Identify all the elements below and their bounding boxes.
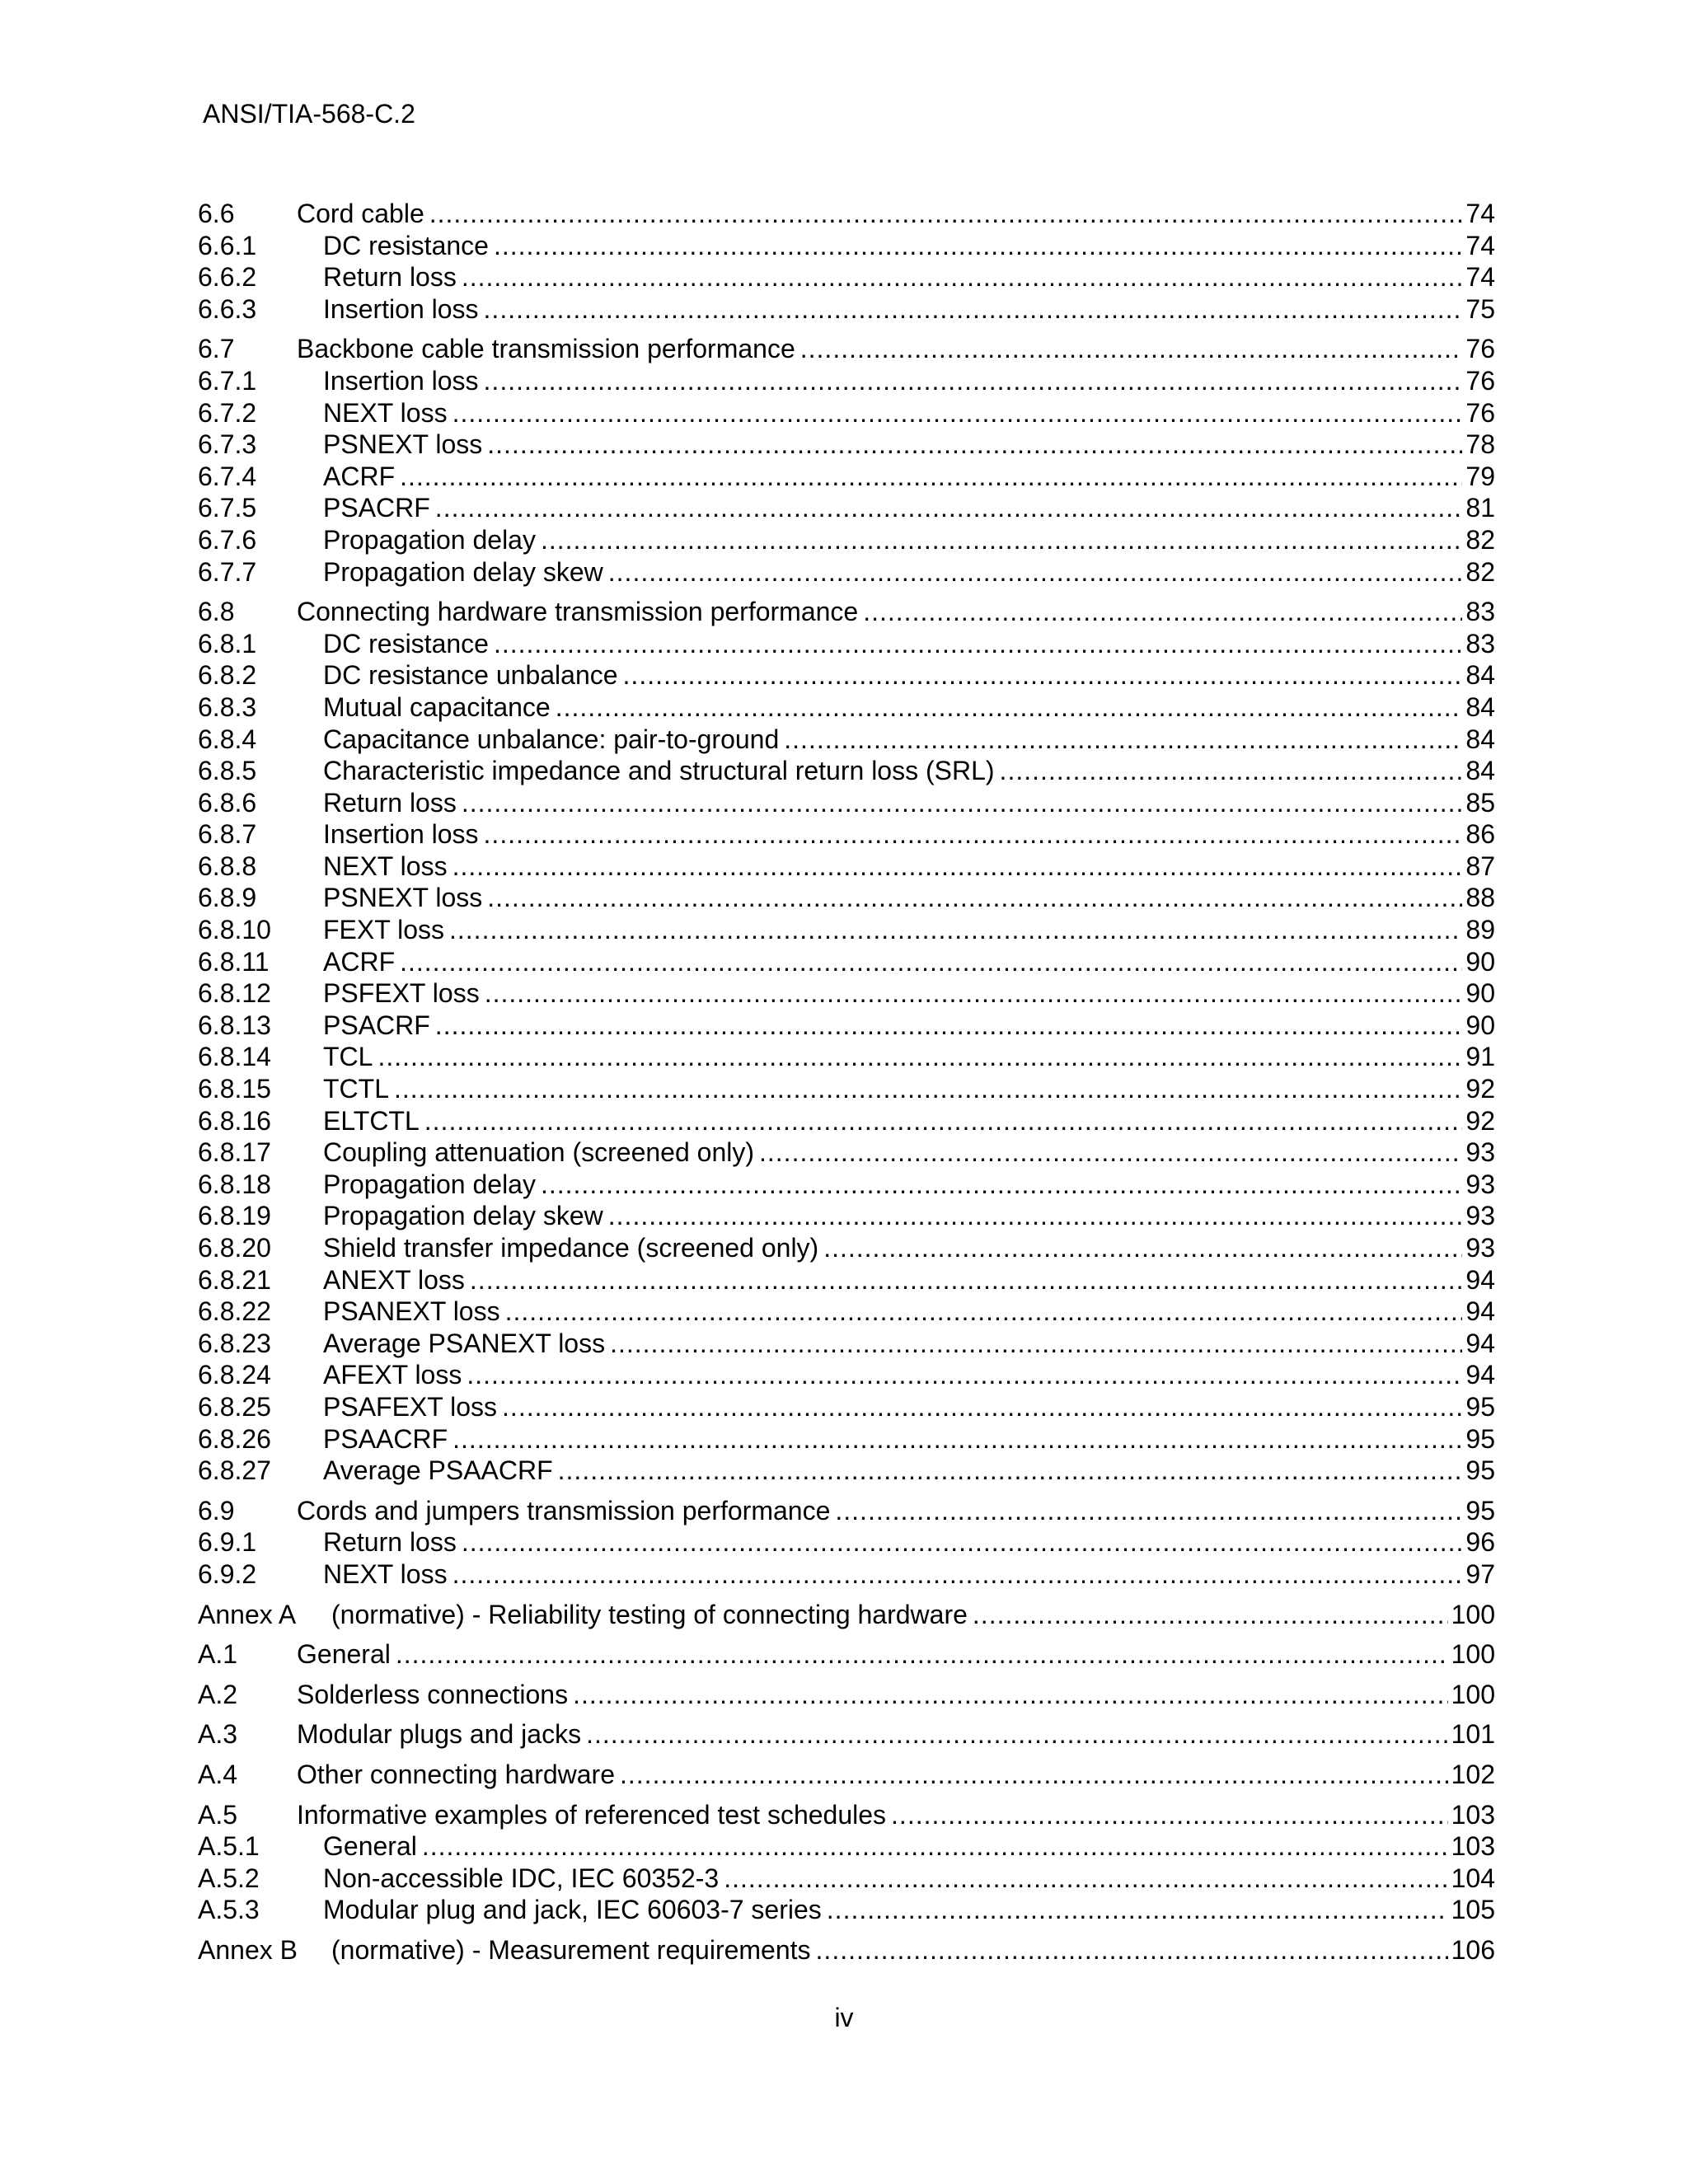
toc-entry-title: Propagation delay [323,524,536,555]
dot-leader [377,1041,1462,1073]
toc-entry-page: 93 [1465,1137,1495,1168]
toc-entry-title: Non-accessible IDC, IEC 60352-3 [323,1863,720,1893]
toc-entry-title: Insertion loss [323,365,479,396]
toc-entry[interactable] [198,333,1495,365]
dot-leader [485,977,1463,1010]
toc-entry-page: 74 [1465,199,1495,228]
toc-entry-page: 103 [1451,1799,1495,1830]
toc-entry[interactable] [198,461,1495,493]
toc-entry-title: NEXT loss [323,851,448,881]
toc-entry-number: A.5.2 [198,1863,260,1893]
toc-entry-number: 6.6 [198,199,235,228]
toc-entry-page: 84 [1465,756,1495,786]
toc-entry-number: 6.7.6 [198,524,257,555]
toc-entry-title: Other connecting hardware [297,1759,615,1789]
toc-entry-number: 6.8.25 [198,1391,271,1422]
page-number: iv [834,2003,854,2032]
toc-entry-number: Annex B [198,1934,298,1965]
toc-entry-page: 93 [1465,1169,1495,1199]
toc-entry-number: A.1 [198,1639,238,1670]
toc-entry-number: 6.8.17 [198,1137,271,1168]
dot-leader [452,851,1463,883]
toc-entry-title: Return loss [323,262,457,293]
toc-entry-page: 84 [1465,724,1495,754]
toc-entry-page: 95 [1465,1495,1495,1526]
dot-leader [556,691,1463,724]
dot-leader [891,1799,1448,1831]
toc-entry[interactable] [198,755,1495,787]
toc-entry-number: 6.8.21 [198,1264,271,1295]
toc-entry[interactable] [198,1200,1495,1232]
toc-entry[interactable] [198,818,1495,851]
dot-leader [484,293,1463,326]
toc-entry[interactable] [198,556,1495,588]
toc-entry-title: Modular plug and jack, IEC 60603-7 series [323,1895,822,1925]
toc-entry-title: (normative) - Measurement requirements [331,1934,811,1965]
toc-entry-title: Mutual capacitance [323,691,551,722]
toc-entry[interactable] [198,787,1495,819]
toc-entry-page: 95 [1465,1455,1495,1486]
dot-leader [452,397,1463,429]
dot-leader [623,659,1463,691]
toc-entry-number: 6.8.9 [198,883,257,913]
toc-entry[interactable] [198,492,1495,524]
toc-entry-title: ACRF [323,461,396,491]
toc-entry-page: 76 [1465,365,1495,396]
dot-leader [1000,755,1463,787]
dot-leader [452,1558,1463,1591]
dot-leader [462,787,1463,819]
toc-entry[interactable] [198,1041,1495,1073]
toc-entry-number: 6.8.26 [198,1423,271,1454]
dot-leader [422,1830,1448,1863]
toc-entry-page: 74 [1465,230,1495,260]
toc-entry-number: 6.7.1 [198,365,257,396]
toc-entry-title: Capacitance unbalance: pair-to-ground [323,724,780,754]
dot-leader [467,1359,1462,1391]
toc-entry-title: PSAACRF [323,1423,448,1454]
toc-entry-title: Modular plugs and jacks [297,1719,582,1750]
toc-entry[interactable] [198,1799,1495,1831]
toc-entry[interactable] [198,851,1495,883]
dot-leader [573,1679,1448,1711]
toc-entry-number: 6.8 [198,597,235,627]
dot-leader [470,1264,1463,1296]
toc-entry-page: 95 [1465,1391,1495,1422]
toc-entry-number: 6.8.22 [198,1296,271,1327]
toc-entry[interactable] [198,230,1495,262]
dot-leader [487,429,1462,461]
dot-leader [484,365,1463,397]
toc-entry[interactable] [198,1718,1495,1750]
toc-entry-number: A.5.1 [198,1831,260,1862]
toc-entry-title: Propagation delay [323,1169,536,1199]
toc-entry-page: 100 [1451,1599,1495,1629]
toc-entry-page: 90 [1465,978,1495,1009]
toc-entry[interactable] [198,198,1495,230]
toc-entry[interactable] [198,1073,1495,1105]
toc-entry[interactable] [198,1455,1495,1487]
dot-leader [586,1718,1448,1750]
toc-entry[interactable] [198,1232,1495,1264]
toc-entry-page: 94 [1465,1264,1495,1295]
toc-entry-page: 92 [1465,1074,1495,1104]
toc-entry-title: FEXT loss [323,915,444,945]
dot-leader [541,1169,1462,1201]
dot-leader [835,1495,1462,1527]
dot-leader [610,1328,1462,1360]
toc-entry-page: 102 [1451,1759,1495,1789]
toc-entry-title: Propagation delay skew [323,556,603,587]
toc-entry-title: General [297,1639,391,1670]
toc-entry-number: A.5.3 [198,1895,260,1925]
toc-entry-title: NEXT loss [323,397,448,428]
toc-entry[interactable] [198,1328,1495,1360]
toc-entry[interactable] [198,946,1495,978]
toc-entry-number: 6.8.18 [198,1169,271,1199]
toc-entry[interactable] [198,1137,1495,1169]
toc-entry-number: A.3 [198,1719,238,1750]
toc-entry-number: 6.8.1 [198,628,257,658]
toc-entry-page: 103 [1451,1831,1495,1862]
toc-entry-page: 101 [1451,1719,1495,1750]
toc-entry[interactable] [198,397,1495,429]
dot-leader [435,492,1463,524]
toc-entry-title: Return loss [323,787,457,818]
toc-entry[interactable] [198,1495,1495,1527]
toc-entry-title: General [323,1831,417,1862]
toc-entry-number: 6.8.3 [198,691,257,722]
toc-entry-title: PSNEXT loss [323,883,483,913]
dot-leader [558,1455,1463,1487]
toc-entry-page: 100 [1451,1639,1495,1670]
toc-entry-number: 6.9 [198,1495,235,1526]
toc-entry[interactable] [198,1359,1495,1391]
page-header: ANSI/TIA-568-C.2 [203,99,415,129]
toc-entry-title: Informative examples of referenced test schedules [297,1799,887,1830]
toc-entry[interactable] [198,524,1495,556]
dot-leader [784,724,1462,756]
toc-entry-page: 75 [1465,293,1495,324]
toc-entry-page: 84 [1465,691,1495,722]
toc-entry-number: 6.7.4 [198,461,257,491]
toc-entry-title: Average PSANEXT loss [323,1328,606,1358]
dot-leader [452,1423,1462,1455]
dot-leader [400,946,1462,978]
toc-entry[interactable] [198,659,1495,691]
dot-leader [608,1200,1463,1232]
toc-entry-number: Annex A [198,1599,297,1629]
dot-leader [487,882,1462,914]
toc-entry-page: 82 [1465,556,1495,587]
toc-entry-title: ACRF [323,946,396,977]
toc-entry[interactable] [198,365,1495,397]
toc-entry-title: ANEXT loss [323,1264,465,1295]
toc-entry-title: Characteristic impedance and structural return loss (SRL) [323,756,995,786]
toc-entry-number: 6.8.19 [198,1201,271,1231]
toc-entry-title: PSAFEXT loss [323,1391,498,1422]
toc-entry-number: 6.6.3 [198,293,257,324]
toc-entry-number: 6.6.1 [198,230,257,260]
dot-leader [759,1137,1462,1169]
toc-entry-number: 6.7.3 [198,429,257,460]
toc-entry[interactable] [198,882,1495,914]
toc-entry-number: A.5 [198,1799,238,1830]
toc-entry-number: 6.8.16 [198,1105,271,1136]
toc-entry-page: 94 [1465,1296,1495,1327]
toc-entry-title: PSANEXT loss [323,1296,500,1327]
toc-entry[interactable] [198,1105,1495,1137]
table-of-contents [198,198,1495,1966]
toc-entry-number: 6.8.13 [198,1010,271,1040]
toc-entry-title: ELTCTL [323,1105,420,1136]
toc-entry-title: Insertion loss [323,819,479,850]
toc-entry[interactable] [198,1296,1495,1328]
toc-entry-page: 94 [1465,1360,1495,1390]
toc-entry-page: 92 [1465,1105,1495,1136]
toc-entry-number: 6.8.12 [198,978,271,1009]
toc-entry-title: Propagation delay skew [323,1201,603,1231]
dot-leader [429,198,1463,230]
toc-entry[interactable] [198,293,1495,326]
toc-entry[interactable] [198,1169,1495,1201]
toc-entry[interactable] [198,1638,1495,1671]
toc-entry-title: Cords and jumpers transmission performance [297,1495,831,1526]
toc-entry-number: 6.8.20 [198,1233,271,1263]
toc-entry[interactable] [198,1863,1495,1895]
toc-entry-title: Connecting hardware transmission performance [297,597,859,627]
toc-entry-page: 86 [1465,819,1495,850]
toc-entry[interactable] [198,1599,1495,1631]
toc-entry-number: 6.8.11 [198,946,270,977]
toc-entry-title: DC resistance unbalance [323,660,618,691]
toc-entry-number: 6.8.8 [198,851,257,881]
dot-leader [502,1391,1462,1423]
toc-entry-page: 88 [1465,883,1495,913]
toc-entry-number: 6.7 [198,334,235,364]
dot-leader [608,556,1463,588]
toc-entry[interactable] [198,261,1495,293]
toc-entry-title: Insertion loss [323,293,479,324]
toc-entry-title: TCL [323,1042,373,1072]
toc-entry[interactable] [198,1264,1495,1296]
toc-entry[interactable] [198,1558,1495,1591]
toc-entry-page: 94 [1465,1328,1495,1358]
toc-entry-number: 6.8.6 [198,787,257,818]
dot-leader [462,261,1463,293]
toc-entry-number: 6.9.2 [198,1558,257,1589]
toc-entry[interactable] [198,1894,1495,1926]
toc-entry-title: Return loss [323,1527,457,1558]
toc-entry-page: 90 [1465,1010,1495,1040]
toc-entry-page: 76 [1465,397,1495,428]
toc-entry-number: 6.9.1 [198,1527,257,1558]
toc-entry-page: 105 [1451,1895,1495,1925]
toc-entry-page: 96 [1465,1527,1495,1558]
toc-entry-number: 6.8.5 [198,756,257,786]
toc-entry[interactable] [198,596,1495,628]
toc-entry-page: 82 [1465,524,1495,555]
toc-entry-number: 6.8.2 [198,660,257,691]
toc-entry-title: Coupling attenuation (screened only) [323,1137,754,1168]
dot-leader [394,1073,1462,1105]
toc-entry-title: PSACRF [323,1010,430,1040]
toc-entry-number: 6.8.15 [198,1074,271,1104]
toc-entry[interactable] [198,1679,1495,1711]
toc-entry[interactable] [198,1526,1495,1558]
toc-entry[interactable] [198,691,1495,724]
toc-entry-title: DC resistance [323,230,489,260]
toc-entry-page: 83 [1465,597,1495,627]
toc-entry-title: NEXT loss [323,1558,448,1589]
toc-entry-page: 83 [1465,628,1495,658]
toc-entry-page: 90 [1465,946,1495,977]
dot-leader [541,524,1462,556]
toc-entry-page: 95 [1465,1423,1495,1454]
toc-entry-title: Backbone cable transmission performance [297,334,795,364]
toc-entry-title: (normative) - Reliability testing of connecting hardware [331,1599,968,1629]
dot-leader [827,1894,1448,1926]
dot-leader [494,230,1462,262]
toc-entry-title: Cord cable [297,199,424,228]
dot-leader [494,628,1462,660]
dot-leader [396,1638,1448,1671]
toc-entry-number: 6.8.4 [198,724,257,754]
toc-entry-page: 81 [1465,493,1495,523]
toc-entry-title: TCTL [323,1074,389,1104]
toc-entry-title: Shield transfer impedance (screened only) [323,1233,819,1263]
toc-entry-number: 6.7.7 [198,556,257,587]
toc-entry-page: 106 [1451,1934,1495,1965]
toc-entry-number: 6.8.24 [198,1360,271,1390]
dot-leader [449,914,1462,946]
toc-entry-page: 100 [1451,1679,1495,1709]
toc-entry[interactable] [198,429,1495,461]
toc-entry-page: 104 [1451,1863,1495,1893]
toc-entry-number: 6.8.23 [198,1328,271,1358]
toc-entry[interactable] [198,1759,1495,1791]
toc-entry-title: AFEXT loss [323,1360,462,1390]
dot-leader [816,1934,1448,1966]
toc-entry-page: 76 [1465,334,1495,364]
toc-entry[interactable] [198,1830,1495,1863]
toc-entry-number: 6.8.14 [198,1042,271,1072]
toc-entry[interactable] [198,1010,1495,1042]
toc-entry-title: PSACRF [323,493,430,523]
toc-entry-title: DC resistance [323,628,489,658]
dot-leader [800,333,1463,365]
toc-entry[interactable] [198,628,1495,660]
dot-leader [424,1105,1463,1137]
dot-leader [505,1296,1463,1328]
toc-entry-title: PSNEXT loss [323,429,483,460]
toc-entry-number: 6.8.7 [198,819,257,850]
toc-entry-number: 6.8.10 [198,915,271,945]
toc-entry-page: 85 [1465,787,1495,818]
toc-entry-number: 6.7.5 [198,493,257,523]
toc-entry-page: 74 [1465,262,1495,293]
toc-entry-page: 97 [1465,1558,1495,1589]
toc-entry-page: 89 [1465,915,1495,945]
toc-entry-page: 93 [1465,1233,1495,1263]
dot-leader [973,1599,1448,1631]
toc-entry[interactable] [198,977,1495,1010]
toc-entry-page: 91 [1465,1042,1495,1072]
dot-leader [620,1759,1448,1791]
dot-leader [863,596,1462,628]
toc-entry-page: 84 [1465,660,1495,691]
toc-entry-number: 6.6.2 [198,262,257,293]
toc-entry-title: PSFEXT loss [323,978,480,1009]
dot-leader [724,1863,1447,1895]
toc-entry-title: Average PSAACRF [323,1455,553,1486]
dot-leader [400,461,1462,493]
toc-entry-page: 87 [1465,851,1495,881]
toc-entry-number: A.2 [198,1679,238,1709]
toc-entry-page: 78 [1465,429,1495,460]
dot-leader [435,1010,1463,1042]
toc-entry[interactable] [198,1391,1495,1423]
toc-entry-title: Solderless connections [297,1679,569,1709]
toc-entry[interactable] [198,914,1495,946]
dot-leader [484,818,1463,851]
toc-entry[interactable] [198,1934,1495,1966]
dot-leader [462,1526,1463,1558]
toc-entry-number: 6.8.27 [198,1455,271,1486]
toc-entry[interactable] [198,1423,1495,1455]
toc-entry-number: 6.7.2 [198,397,257,428]
toc-entry-number: A.4 [198,1759,238,1789]
toc-entry-page: 79 [1465,461,1495,491]
toc-entry-page: 93 [1465,1201,1495,1231]
toc-entry[interactable] [198,724,1495,756]
dot-leader [823,1232,1462,1264]
